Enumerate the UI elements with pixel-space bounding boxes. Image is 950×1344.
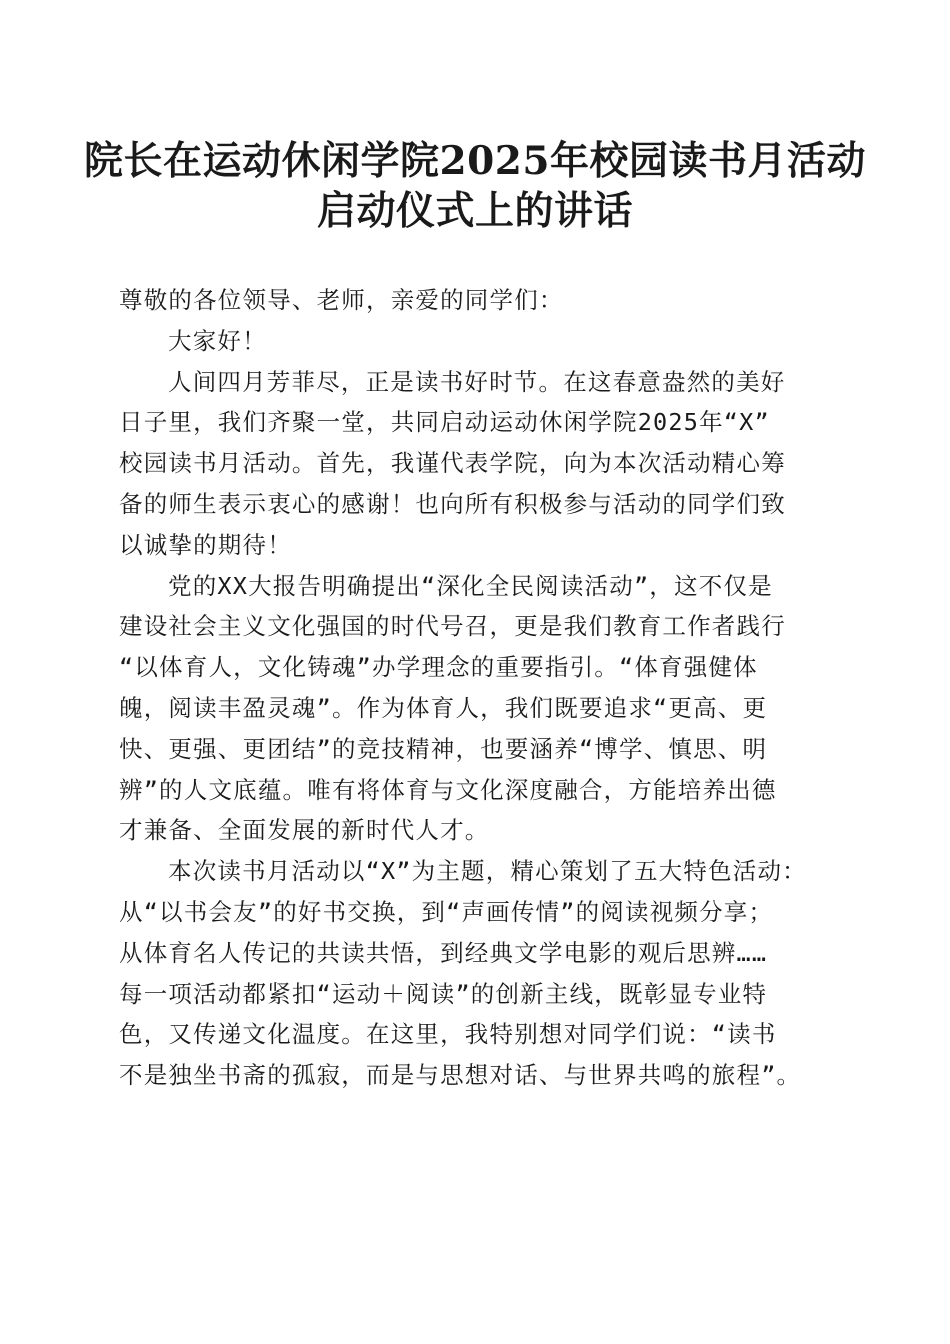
- paragraph-3-line-6: 不是独坐书斋的孤寂，而是与思想对话、与世界共鸣的旅程”。: [119, 1061, 802, 1090]
- paragraph-2-line-3: “以体育人，文化铸魂”办学理念的重要指引。“体育强健体: [119, 653, 758, 682]
- paragraph-1-line-4: 备的师生表示衷心的感谢！也向所有积极参与活动的同学们致: [119, 489, 786, 518]
- paragraph-1-line-3: 校园读书月活动。首先，我谨代表学院，向为本次活动精心筹: [119, 449, 786, 478]
- paragraph-2-line-1: 党的XX大报告明确提出“深化全民阅读活动”，这不仅是: [168, 571, 773, 600]
- paragraph-3-line-5: 色，又传递文化温度。在这里，我特别想对同学们说：“读书: [119, 1020, 777, 1049]
- paragraph-1-line-2: 日子里，我们齐聚一堂，共同启动运动休闲学院2025年“X”: [119, 408, 770, 437]
- salutation: 尊敬的各位领导、老师，亲爱的同学们：: [119, 286, 564, 314]
- document-title: [60, 136, 890, 236]
- paragraph-1-line-5: 以诚挚的期待！: [119, 530, 292, 559]
- title-line-1: 院长在运动休闲学院2025年校园读书月活动: [83, 138, 867, 184]
- document-body: [119, 280, 839, 1096]
- paragraph-2-line-2: 建设社会主义文化强国的时代号召，更是我们教育工作者践行: [119, 612, 786, 641]
- paragraph-3-line-4: 每一项活动都紧扣“运动＋阅读”的创新主线，既彰显专业特: [119, 979, 768, 1008]
- paragraph-2-line-4: 魄，阅读丰盈灵魂”。作为体育人，我们既要追求“更高、更: [119, 693, 768, 722]
- paragraph-3-line-2: 从“以书会友”的好书交换，到“声画传情”的阅读视频分享；: [119, 897, 774, 926]
- paragraph-1-line-1: 人间四月芳菲尽，正是读书好时节。在这春意盎然的美好: [168, 367, 786, 396]
- paragraph-3-line-3: 从体育名人传记的共读共悟，到经典文学电影的观后思辨……: [119, 938, 768, 967]
- greeting: 大家好！: [168, 326, 267, 355]
- paragraph-2-line-7: 才兼备、全面发展的新时代人才。: [119, 816, 490, 845]
- title-line-2: 启动仪式上的讲话: [316, 188, 633, 234]
- paragraph-3-line-1: 本次读书月活动以“X”为主题，精心策划了五大特色活动：: [168, 857, 807, 886]
- paragraph-2-line-6: 辨”的人文底蕴。唯有将体育与文化深度融合，方能培养出德: [119, 775, 777, 804]
- paragraph-2-line-5: 快、更强、更团结”的竞技精神，也要涵养“博学、慎思、明: [119, 734, 768, 763]
